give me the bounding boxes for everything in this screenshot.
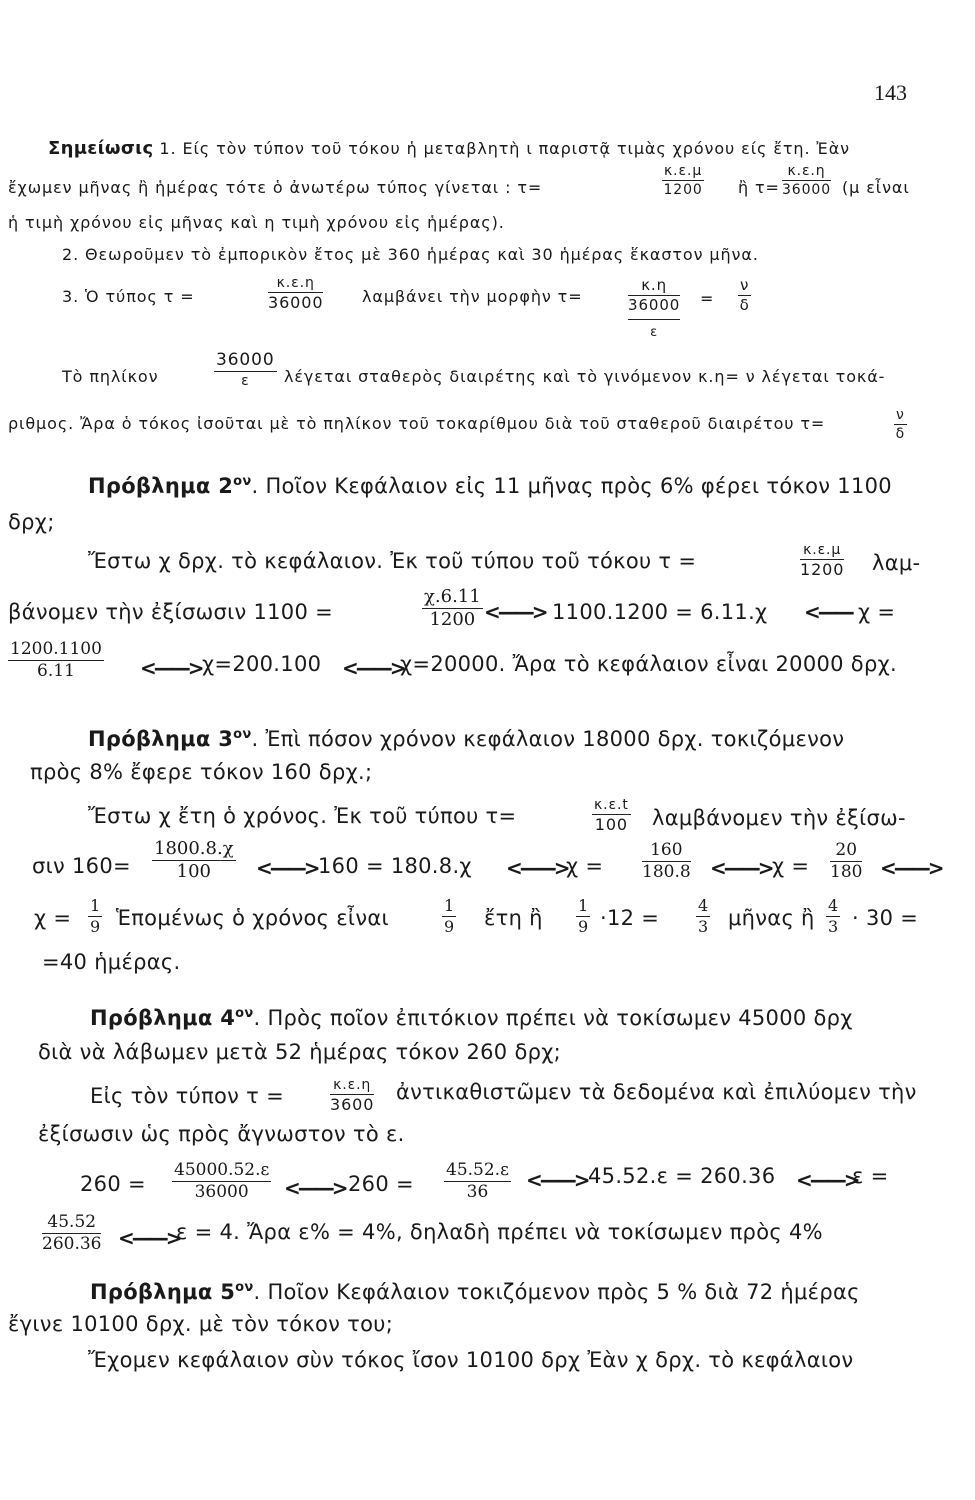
equivalence-arrow-icon: <——> [710,856,772,880]
p3-solution-line-3-d: ·12 = [600,906,660,930]
p3-solution-line-3-b: Ἑπομένως ὁ χρόνος εἶναι [116,906,389,930]
p3-fraction-1: 1800.8.χ 100 [154,838,234,882]
equivalence-arrow-icon: <——> [526,1168,588,1192]
problem-2-title: Πρόβλημα 2 [88,474,234,498]
p4-solution-line-3-b: 260 = [348,1172,414,1196]
p4-fraction-1: 45000.52.ε 36000 [174,1160,270,1202]
p2-solution-line-1-tail: λαμ- [872,551,921,575]
p3-fraction-ket: κ.ε.t 100 [594,797,629,834]
note-line-5-b: λαμβάνει τὴν μορφὴν τ= [362,287,583,306]
problem-2-question-end: δρχ; [8,510,55,534]
p4-solution-line-4: ε = 4. Ἄρα ε% = 4%, δηλαδὴ πρέπει νὰ τοκίσωμεν πρὸς 4% [176,1220,823,1244]
problem-2-question: Πρόβλημα $2^{o\nu}$. Ποῖον Κεφάλαιον εἰς 11 μῆνας πρὸς 6% φέρει τόκον 1100 [88,474,892,498]
problem-4-question-end: διὰ νὰ λάβωμεν μετὰ 52 ἡμέρας τόκον 260 δρχ; [38,1040,562,1064]
note-line-3: ἡ τιμὴ χρόνου εἰς μῆνας καὶ η τιμὴ χρόνου εἰς ἡμέρας). [8,213,505,232]
problem-3-question-end: πρὸς 8% ἔφερε τόκον 160 δρχ.; [30,760,373,784]
p3-fraction-four-thirds-2: 4 3 [828,896,839,936]
equivalence-arrow-icon: <——> [342,656,404,680]
p3-solution-line-2-d: χ = [772,854,810,878]
equivalence-arrow-icon: <——> [140,656,202,680]
p2-fraction-x611: χ.6.11 1200 [424,586,481,630]
p3-fraction-one-ninth-2: 1 9 [444,896,455,936]
equivalence-arrow-icon: <——> [118,1226,180,1250]
note-fraction-kem-1200: κ.ε.μ 1200 [663,163,703,198]
p3-solution-line-3-a: χ = [34,906,72,930]
note-title: Σημείωσις [48,138,154,159]
p4-solution-line-2: ἐξίσωσιν ὡς πρὸς ἄγνωστον τὸ ε. [38,1122,405,1146]
p2-solution-line-3-b: χ=20000. Ἄρα τὸ κεφάλαιον εἶναι 20000 δρχ. [400,652,897,676]
p3-solution-line-3-e: μῆνας ἢ [728,906,815,930]
problem-5-question: Πρόβλημα $5^{o\nu}$. Ποῖον Κεφάλαιον τοκιζόμενον πρὸς 5 % διὰ 72 ἡμέρας [90,1280,860,1304]
p4-solution-line-1-a: Εἰς τὸν τύπον τ = [90,1084,284,1108]
p2-fraction-kem: κ.ε.μ 1200 [800,542,845,579]
problem-4-question: Πρόβλημα $4^{o\nu}$. Πρὸς ποῖον ἐπιτόκιον πρέπει νὰ τοκίσωμεν 45000 δρχ [90,1006,853,1030]
p3-fraction-one-ninth: 1 9 [90,896,101,936]
note-fraction-keh-36000: κ.ε.η 36000 [782,163,832,198]
page-number: 143 [874,80,907,105]
equivalence-arrow-icon: <——> [506,856,568,880]
p3-solution-line-3-f: · 30 = [852,906,919,930]
p3-solution-line-2-c: χ = [566,854,604,878]
note5-fraction-1: κ.ε.η 36000 [268,275,324,312]
p4-fraction-2: 45.52.ε 36 [446,1160,509,1202]
p4-fraction-3: 45.52 260.36 [42,1212,102,1254]
p3-solution-line-4: =40 ἡμέρας. [42,950,181,974]
p4-solution-line-3-d: ε = [852,1164,889,1188]
p3-fraction-one-ninth-3: 1 9 [578,896,589,936]
problem-4-title: Πρόβλημα 4 [90,1006,236,1030]
p2-solution-line-2-c: χ = [858,600,896,624]
p4-solution-line-3-c: 45.52.ε = 260.36 [588,1164,776,1188]
note5-eq: = [700,289,715,308]
p3-solution-line-1-tail: λαμβάνομεν τὴν ἐξίσω- [652,806,906,830]
p3-fraction-2: 160 180.8 [642,840,691,882]
note-line-2-tail: (μ εἶναι [842,178,910,197]
note-line-7: ριθμος. Ἄρα ὁ τόκος ἰσοῦται μὲ τὸ πηλίκον τοῦ τοκαρίθμου διὰ τοῦ σταθεροῦ διαιρέτου τ= [8,414,826,433]
p3-solution-line-1: Ἔστω χ ἔτη ὁ χρόνος. Ἐκ τοῦ τύπου τ= [88,804,517,828]
p2-solution-line-2-b: 1100.1200 = 6.11.χ [552,600,768,624]
equivalence-arrow-icon: <——> [880,856,942,880]
note5-fraction-3: ν δ [739,276,750,314]
p4-solution-line-3-a: 260 = [80,1172,146,1196]
p3-solution-line-2-a: σιν 160= [32,854,131,878]
note-line-6-b: λέγεται σταθερὸς διαιρέτης καὶ τὸ γινόμενον κ.η= ν λέγεται τοκά- [284,367,886,386]
p4-fraction-keh: κ.ε.η 3600 [330,1077,375,1114]
p4-solution-line-1-b: ἀντικαθιστῶμεν τὰ δεδομένα καὶ ἐπιλύομεν τὴν [396,1080,917,1104]
note5-fraction-2: κ.η 36000 ε [628,276,681,340]
p2-solution-line-1: Ἔστω χ δρχ. τὸ κεφάλαιον. Ἐκ τοῦ τύπου τοῦ τόκου τ = [88,549,697,573]
note7-fraction: ν δ [895,407,906,442]
equivalence-arrow-icon: <——> [484,600,546,624]
problem-3-question: Πρόβλημα $3^{o\nu}$. Ἐπὶ πόσον χρόνον κεφάλαιον 18000 δρχ. τοκιζόμενον [88,727,845,751]
problem-5-question-end: ἔγινε 10100 δρχ. μὲ τὸν τόκον του; [8,1312,394,1336]
left-arrow-icon: <—— [804,600,852,624]
note-line-4: 2. Θεωροῦμεν τὸ ἐμπορικὸν ἔτος μὲ 360 ἡμέρας καὶ 30 ἡμέρας ἕκαστον μῆνα. [62,245,759,264]
problem-3-title: Πρόβλημα 3 [88,727,234,751]
note-line-5-a: 3. Ὁ τύπος τ = [62,287,195,306]
p2-solution-line-2-a: βάνομεν τὴν ἐξίσωσιν 1100 = [8,600,333,624]
note-line-6-a: Τὸ πηλίκον [62,367,159,386]
p3-fraction-four-thirds: 4 3 [698,896,709,936]
note6-fraction: 36000 ε [216,350,275,389]
equivalence-arrow-icon: <——> [256,856,318,880]
note-line-1: Σημείωσις 1. Είς τὸν τύπον τοῦ τόκου ἡ μεταβλητὴ ι παριστᾷ τιμὰς χρόνου είς ἔτη. Ἐὰν [48,138,850,159]
problem-5-title: Πρόβλημα 5 [90,1280,236,1304]
p3-solution-line-2-b: 160 = 180.8.χ [318,854,472,878]
p3-fraction-3: 20 180 [830,840,863,882]
p5-solution-line-1: Ἔχομεν κεφάλαιον σὺν τόκος ἴσον 10100 δρχ Ἐὰν χ δρχ. τὸ κεφάλαιον [88,1348,854,1372]
note-or: ἢ τ= [738,178,780,197]
p2-fraction-result: 1200.1100 6.11 [10,639,102,681]
p3-solution-line-3-c: ἔτη ἢ [484,906,543,930]
note-line-2: ἔχωμεν μῆνας ἢ ἡμέρας τότε ὁ ἀνωτέρω τύπος γίνεται : τ= [8,178,543,197]
p2-solution-line-3-a: χ=200.100 [202,652,322,676]
equivalence-arrow-icon: <——> [284,1176,346,1200]
equivalence-arrow-icon: <——> [796,1168,858,1192]
